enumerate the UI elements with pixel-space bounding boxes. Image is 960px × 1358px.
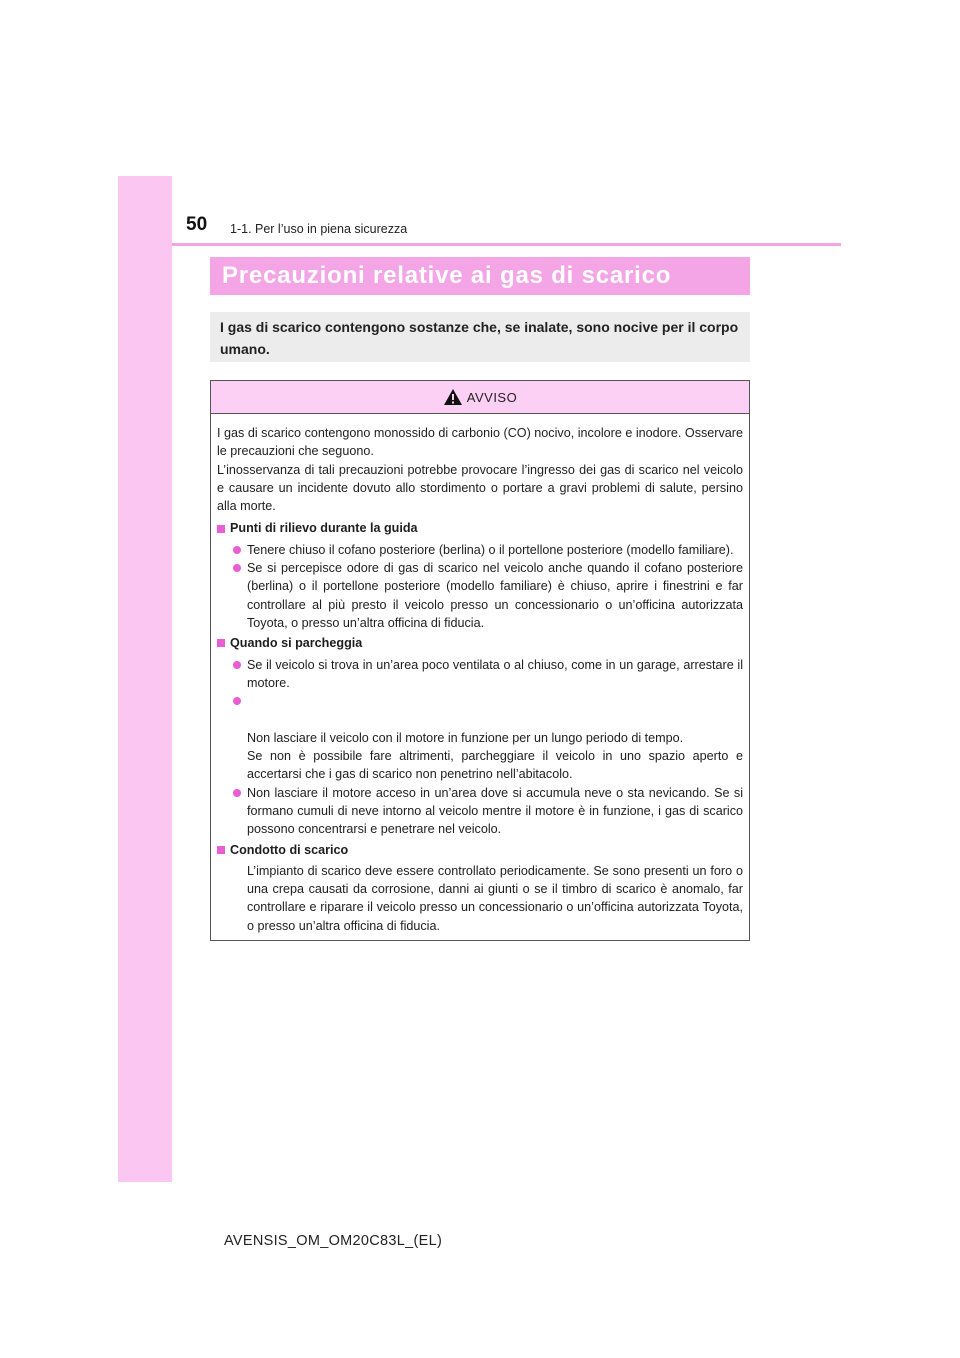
- header-divider: [172, 243, 841, 246]
- list-item: Se il veicolo si trova in un’area poco ventilata o al chiuso, come in un garage, arrestare il motore.: [217, 656, 743, 693]
- round-bullet-icon: [233, 564, 241, 572]
- warning-intro-paragraph: I gas di scarico contengono monossido di carbonio (CO) nocivo, incolore e inodore. Osservare le precauzioni che seguono.: [217, 426, 743, 459]
- document-code-footer: AVENSIS_OM_OM20C83L_(EL): [224, 1233, 443, 1249]
- square-bullet-icon: [217, 846, 225, 854]
- warning-consequence-paragraph: L’inosservanza di tali precauzioni potrebbe provocare l’ingresso dei gas di scarico nel veicolo e causare un incidente dovuto allo stordimento o portare a gravi problemi di salute, persino alla morte.: [217, 462, 743, 514]
- square-bullet-icon: [217, 639, 225, 647]
- round-bullet-icon: [233, 789, 241, 797]
- section-title-text: Precauzioni relative ai gas di scarico: [222, 262, 672, 289]
- exhaust-pipe-text: L’impianto di scarico deve essere controllato periodicamente. Se sono presenti un foro o una crepa causati da corrosione, danni ai giunti o se il timbro di scarico è anomalo, far controllare e riparare il veicolo presso un concessionario o un’officina autorizzata Toyota, o presso un’altra officina di fiducia.: [247, 863, 743, 933]
- intro-summary-box: [210, 312, 750, 362]
- section-title: [210, 257, 750, 295]
- list-item: Se si percepisce odore di gas di scarico nel veicolo anche quando il cofano posteriore (berlina) o il portellone posteriore (modello familiare) è chiuso, aprire i finestrini e far controllare al più presto il veicolo presso un concessionario o un’officina autorizzata Toyota, o presso un’altra officina di fiducia.: [217, 559, 743, 632]
- warning-body: [211, 414, 749, 935]
- list-item: Non lasciare il veicolo con il motore in funzione per un lungo periodo di tempo. Se non è possibile fare altrimenti, parcheggiare il veicolo in uno spazio aperto e accertarsi che i gas di scarico non penetrino nell’abitacolo.: [217, 692, 743, 783]
- intro-text: I gas di scarico contengono sostanze che, se inalate, sono nocive per il corpo umano.: [220, 319, 739, 357]
- warning-header: [211, 381, 749, 414]
- page-number: 50: [186, 214, 208, 235]
- subsection-heading-parking: Quando si parcheggia: [217, 634, 743, 652]
- list-item: Non lasciare il motore acceso in un’area dove si accumula neve o sta nevicando. Se si formano cumuli di neve intorno al veicolo mentre il motore è in funzione, i gas di scarico possono concentrarsi e penetrare nel veicolo.: [217, 784, 743, 839]
- subsection-heading-driving: Punti di rilievo durante la guida: [217, 519, 743, 537]
- subsection-heading-exhaust-pipe: Condotto di scarico: [217, 841, 743, 859]
- warning-box: [210, 380, 750, 941]
- warning-label: AVVISO: [466, 389, 518, 405]
- round-bullet-icon: [233, 661, 241, 669]
- list-item: Tenere chiuso il cofano posteriore (berlina) o il portellone posteriore (modello familiare).: [217, 541, 743, 559]
- square-bullet-icon: [217, 525, 225, 533]
- round-bullet-icon: [233, 697, 241, 705]
- side-color-band: [118, 176, 172, 1182]
- warning-triangle-icon: [443, 388, 463, 406]
- chapter-title: 1-1. Per l’uso in piena sicurezza: [230, 222, 408, 236]
- round-bullet-icon: [233, 546, 241, 554]
